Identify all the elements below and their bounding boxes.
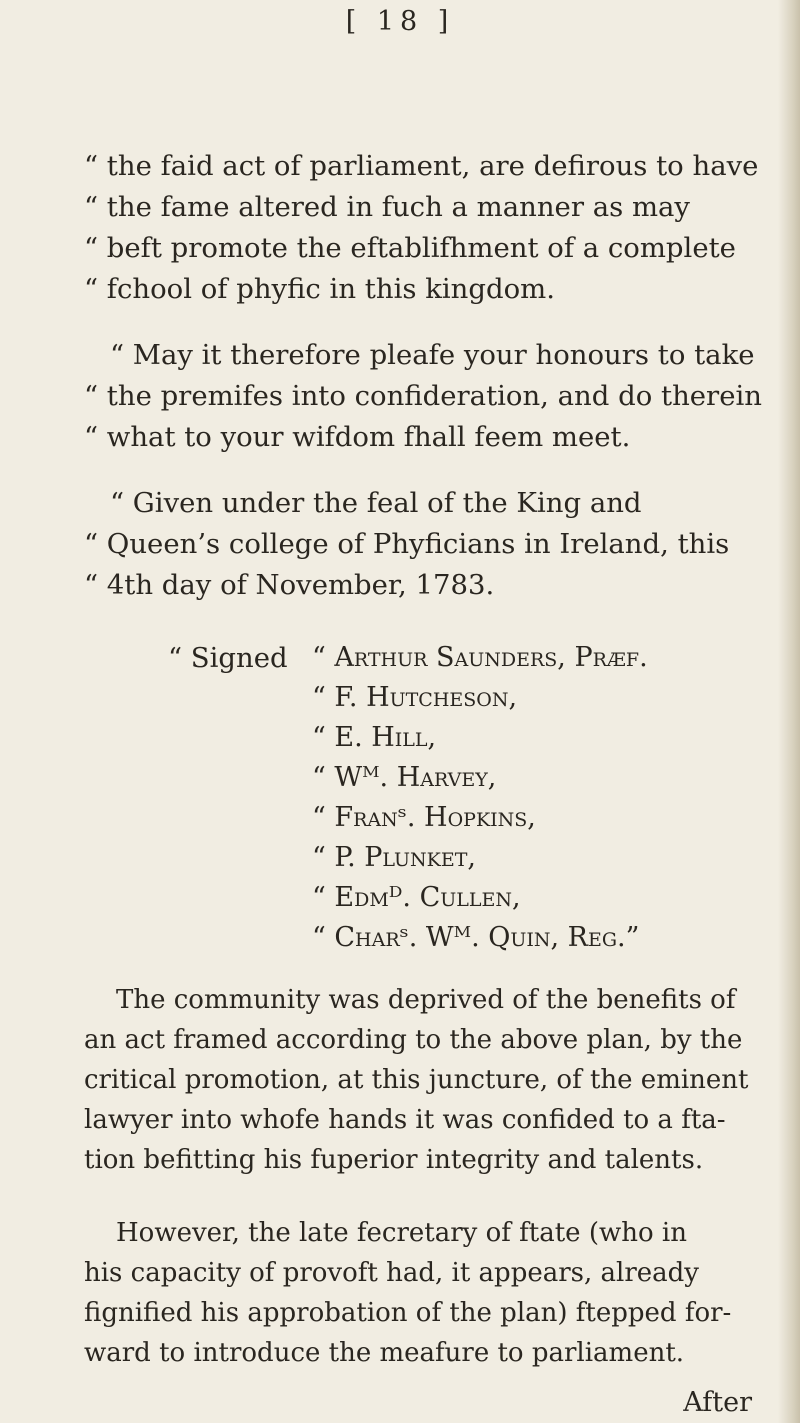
petition-line: “ the faid act of parliament, are defirous to have [84,150,759,182]
signatory: “ F. Hutcheson, [312,682,518,713]
petition-line: “ fchool of phyfic in this kingdom. [84,273,555,305]
community-paragraph-line: The community was deprived of the benefits of [116,985,736,1015]
however-paragraph-line: ward to introduce the meafure to parliament. [84,1338,685,1368]
signatory: “ Edmᴰ. Cullen, [312,882,521,913]
request-line: “ what to your wifdom fhall feem meet. [84,421,631,453]
however-paragraph-line: However, the late fecretary of ftate (who in [116,1218,687,1248]
signatory: “ Wᴹ. Harvey, [312,762,497,793]
page-edge-shadow [778,0,800,1423]
catchword: After [683,1387,752,1418]
signatory: “ E. Hill, [312,722,437,753]
given-line: “ Queen’s college of Phyficians in Ireland, this [84,528,730,560]
community-paragraph-line: tion befitting his fuperior integrity and talents. [84,1145,704,1175]
petition-line: “ the fame altered in fuch a manner as may [84,191,690,223]
page-number: [ 18 ] [345,6,455,37]
given-line: “ 4th day of November, 1783. [84,569,495,601]
petition-line: “ beft promote the eftablifhment of a complete [84,232,736,264]
request-line: “ the premifes into confideration, and do therein [84,380,762,412]
signatory: “ P. Plunket, [312,842,476,873]
signed-label: “ Signed [168,642,288,674]
however-paragraph-line: his capacity of provoft had, it appears, already [84,1258,699,1288]
community-paragraph-line: an act framed according to the above plan, by the [84,1025,743,1055]
community-paragraph-line: critical promotion, at this juncture, of the eminent [84,1065,749,1095]
signatory: “ Arthur Saunders, Præf. [312,642,648,673]
however-paragraph-line: fignified his approbation of the plan) ftepped for- [84,1298,732,1328]
signatory: “ Franˢ. Hopkins, [312,802,536,833]
community-paragraph-line: lawyer into whofe hands it was confided to a fta- [84,1105,726,1135]
given-line: “ Given under the feal of the King and [110,487,642,519]
request-line: “ May it therefore pleafe your honours to take [110,339,755,371]
signatory: “ Charˢ. Wᴹ. Quin, Reg.” [312,922,640,953]
